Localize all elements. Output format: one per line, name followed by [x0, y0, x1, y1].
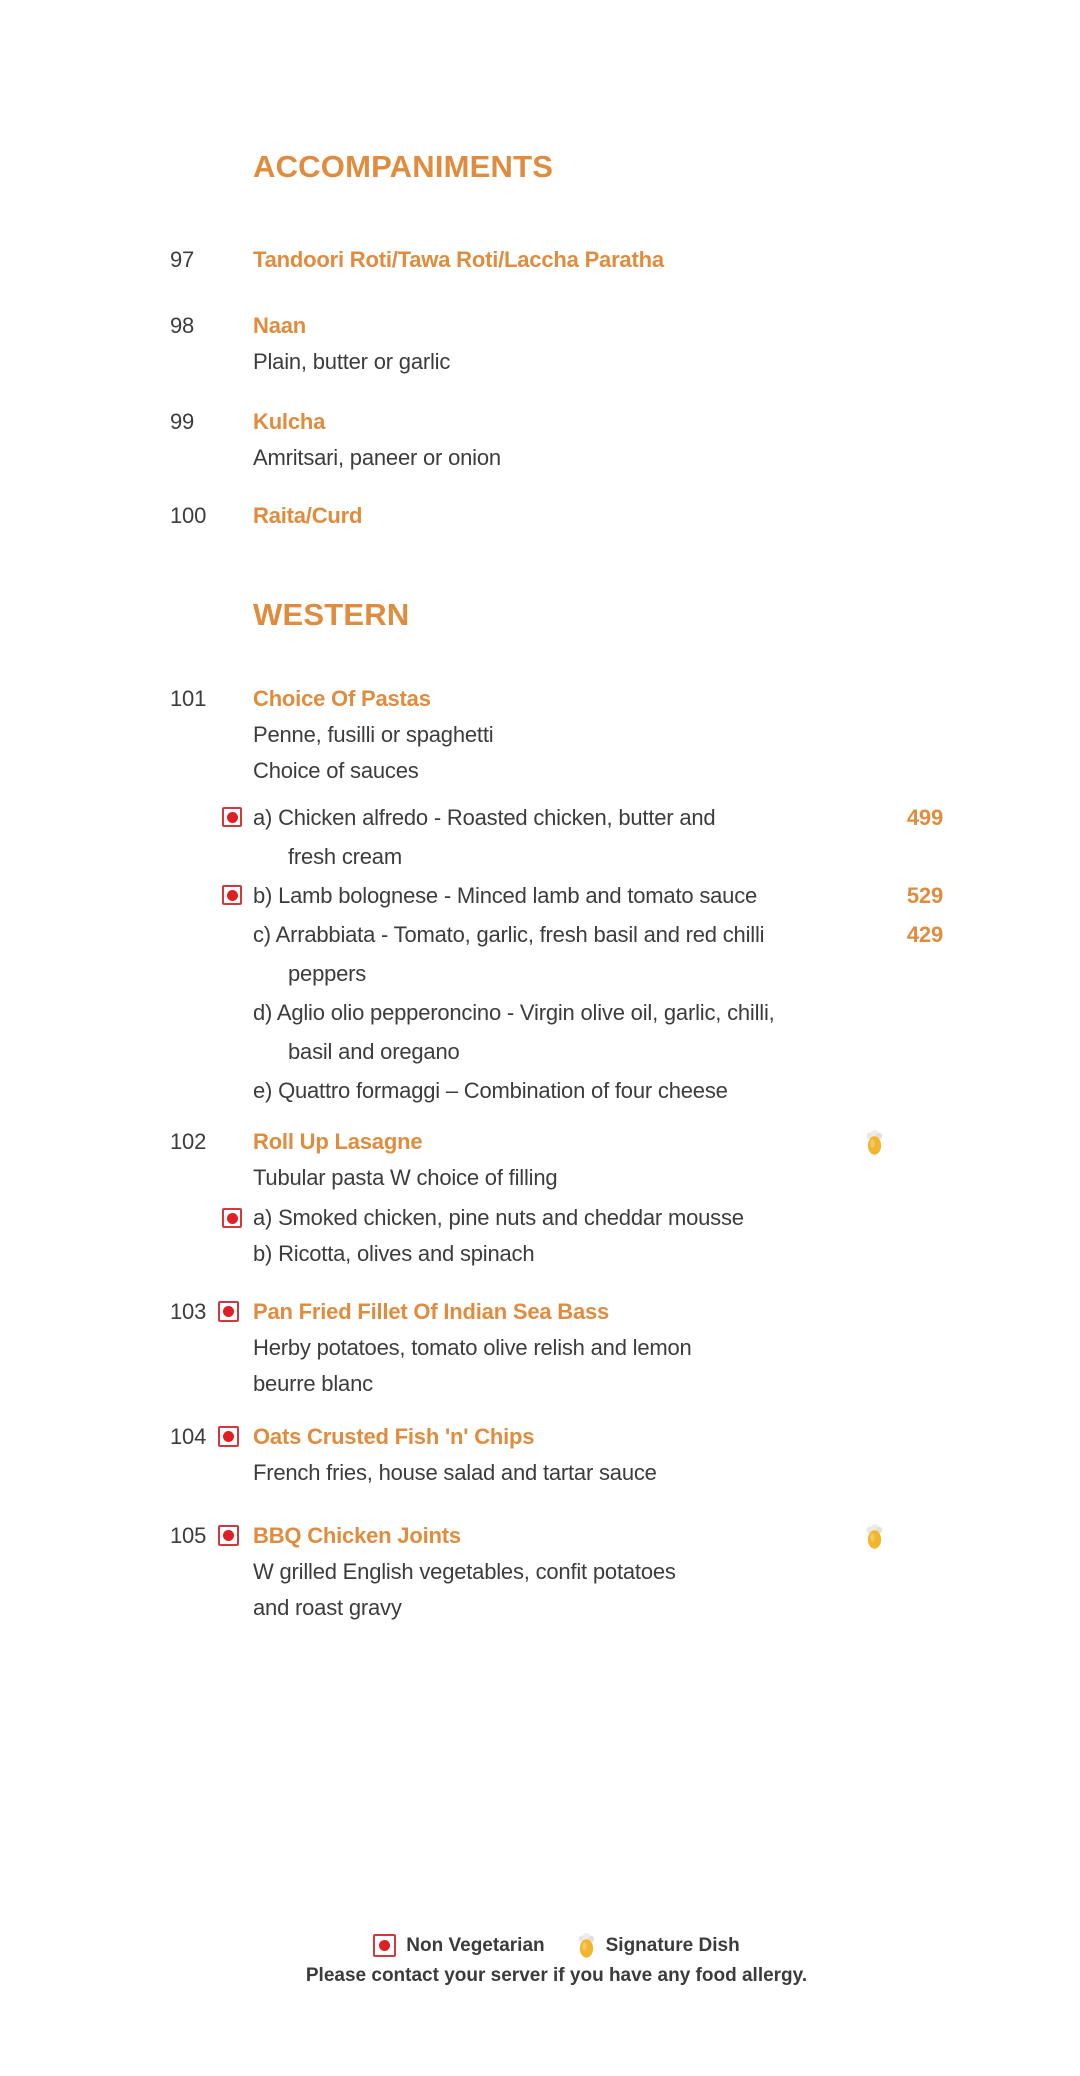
- item-description: Penne, fusilli or spaghetti: [253, 722, 494, 747]
- non-veg-icon: [373, 1934, 396, 1957]
- footer: [170, 1932, 943, 1989]
- option-text: b) Ricotta, olives and spinach: [253, 1241, 535, 1266]
- item-description: Herby potatoes, tomato olive relish and lemon: [253, 1335, 692, 1360]
- item-description: Amritsari, paneer or onion: [253, 445, 501, 470]
- option-text: a) Chicken alfredo - Roasted chicken, butter and: [253, 805, 716, 830]
- signature-dish-icon: [577, 1932, 596, 1959]
- menu-item-97: [170, 241, 943, 278]
- item-description: W grilled English vegetables, confit potatoes: [253, 1559, 676, 1584]
- signature-dish-icon: [865, 1523, 884, 1550]
- menu-item-105: [170, 1517, 943, 1626]
- item-title: Raita/Curd: [253, 503, 363, 528]
- option-text-continued: fresh cream: [288, 844, 402, 869]
- item-number: 103: [170, 1299, 207, 1324]
- signature-dish-icon: [865, 1129, 884, 1156]
- item-title: BBQ Chicken Joints: [253, 1523, 461, 1548]
- item-title: Naan: [253, 313, 306, 338]
- item-title: Choice Of Pastas: [253, 686, 431, 711]
- menu-item-98: [170, 307, 943, 380]
- option-row: [253, 798, 943, 837]
- option-price: 529: [906, 883, 943, 908]
- non-veg-icon: [222, 807, 242, 827]
- option-text-continued: peppers: [288, 961, 367, 986]
- item-description: and roast gravy: [253, 1595, 402, 1620]
- non-veg-icon: [218, 1525, 239, 1546]
- option-text: e) Quattro formaggi – Combination of four cheese: [253, 1078, 728, 1103]
- option-row: [253, 915, 943, 954]
- signature-dish-marker: [865, 1517, 943, 1550]
- option-price: 429: [906, 922, 943, 947]
- item-number: 99: [170, 409, 195, 434]
- item-number: 102: [170, 1129, 207, 1154]
- signature-dish-marker: [865, 1123, 943, 1156]
- non-veg-icon: [222, 885, 242, 905]
- non-veg-icon: [218, 1301, 239, 1322]
- item-title: Kulcha: [253, 409, 326, 434]
- section-heading-accompaniments: ACCOMPANIMENTS: [253, 149, 554, 184]
- option-price: 499: [906, 805, 943, 830]
- item-title: Pan Fried Fillet Of Indian Sea Bass: [253, 1299, 610, 1324]
- item-number: 104: [170, 1424, 207, 1449]
- item-number: 101: [170, 686, 207, 711]
- item-title: Oats Crusted Fish 'n' Chips: [253, 1424, 535, 1449]
- item-description: Plain, butter or garlic: [253, 349, 451, 374]
- item-number: 98: [170, 313, 195, 338]
- option-text-continued: basil and oregano: [288, 1039, 460, 1064]
- item-number: 105: [170, 1523, 207, 1548]
- menu-item-103: [170, 1293, 943, 1402]
- option-row: [253, 1071, 943, 1110]
- non-veg-icon: [222, 1208, 242, 1228]
- option-text: d) Aglio olio pepperoncino - Virgin olive oil, garlic, chilli,: [253, 1000, 775, 1025]
- option-row: [253, 1200, 943, 1236]
- menu-item-104: [170, 1418, 943, 1491]
- item-description: French fries, house salad and tartar sauce: [253, 1460, 657, 1485]
- allergy-note: Please contact your server if you have any food allergy.: [305, 1965, 808, 1986]
- signature-dish-marker: [577, 1932, 596, 1959]
- non-veg-icon: [218, 1426, 239, 1447]
- item-number: 97: [170, 247, 195, 272]
- option-row: [253, 993, 943, 1032]
- item-title: Roll Up Lasagne: [253, 1129, 423, 1154]
- item-number: 100: [170, 503, 207, 528]
- menu-item-101: [170, 680, 943, 1110]
- option-row: [253, 876, 943, 915]
- menu-item-102: [170, 1123, 943, 1272]
- section-heading-western: WESTERN: [253, 597, 410, 632]
- item-description: Choice of sauces: [253, 758, 419, 783]
- option-row: [253, 1236, 943, 1272]
- menu-item-100: [170, 497, 943, 534]
- item-description: Tubular pasta W choice of filling: [253, 1165, 558, 1190]
- option-text: c) Arrabbiata - Tomato, garlic, fresh basil and red chilli: [253, 922, 765, 947]
- option-text: a) Smoked chicken, pine nuts and cheddar mousse: [253, 1205, 744, 1230]
- legend-row: [170, 1932, 943, 1959]
- menu-page: [170, 0, 943, 1626]
- item-description: beurre blanc: [253, 1371, 373, 1396]
- legend-signature-label: Signature Dish: [605, 1934, 740, 1956]
- menu-item-99: [170, 403, 943, 476]
- item-title: Tandoori Roti/Tawa Roti/Laccha Paratha: [253, 247, 664, 272]
- option-text: b) Lamb bolognese - Minced lamb and tomato sauce: [253, 883, 758, 908]
- legend-non-veg-label: Non Vegetarian: [406, 1934, 545, 1956]
